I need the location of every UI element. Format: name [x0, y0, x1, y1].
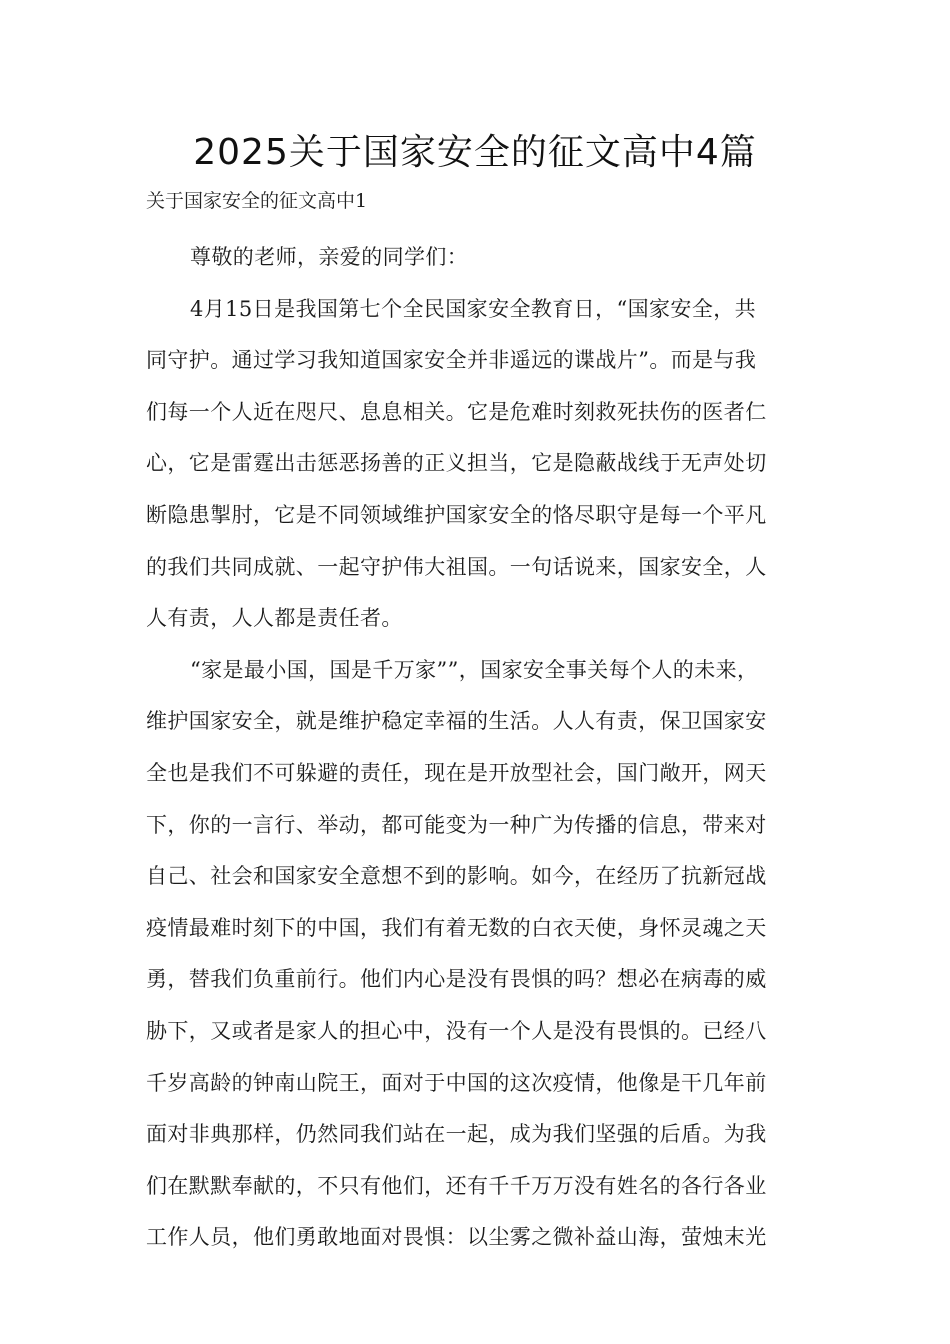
document-title: 2025关于国家安全的征文高中4篇 — [193, 132, 757, 173]
text-line: 下，你的一言行、举动，都可能变为一种广为传播的信息，带来对 — [146, 812, 767, 837]
text-line: 维护国家安全，就是维护稳定幸福的生活。人人有责，保卫国家安 — [146, 709, 767, 734]
text-line: 4月15日是我国第七个全民国家安全教育日，“国家安全，共 — [190, 296, 757, 321]
text-line: 面对非典那样，仍然同我们站在一起，成为我们坚强的后盾。为我 — [146, 1122, 767, 1147]
text-line: 的我们共同成就、一起守护伟大祖国。一句话说来，国家安全，人 — [146, 554, 767, 579]
text-line: 同守护。通过学习我知道国家安全并非遥远的谍战片”。而是与我 — [146, 348, 757, 373]
text-line: 们每一个人近在咫尺、息息相关。它是危难时刻救死扶伤的医者仁 — [146, 399, 767, 424]
text-line: 们在默默奉献的，不只有他们，还有千千万万没有姓名的各行各业 — [146, 1173, 767, 1198]
text-line: 疫情最难时刻下的中国，我们有着无数的白衣天使，身怀灵魂之天 — [146, 915, 767, 940]
text-line: 心，它是雷霆出击惩恶扬善的正义担当，它是隐蔽战线于无声处切 — [146, 451, 767, 476]
text-line: 全也是我们不可躲避的责任，现在是开放型社会，国门敞开，网天 — [146, 760, 767, 785]
text-line: 勇，替我们负重前行。他们内心是没有畏惧的吗？想必在病毒的威 — [146, 967, 767, 992]
text-line: 尊敬的老师，亲爱的同学们： — [190, 245, 469, 269]
text-line: 工作人员，他们勇敢地面对畏惧：以尘雾之微补益山海，萤烛末光 — [146, 1225, 767, 1250]
section-heading: 关于国家安全的征文高中1 — [146, 190, 368, 212]
text-line: “家是最小国，国是千万家””，国家安全事关每个人的未来， — [190, 657, 759, 682]
text-line: 自己、社会和国家安全意想不到的影响。如今，在经历了抗新冠战 — [146, 864, 767, 889]
body-text — [146, 232, 826, 1264]
text-line: 断隐患掣肘，它是不同领域维护国家安全的恪尽职守是每一个平凡 — [146, 502, 767, 527]
text-line: 人有责，人人都是责任者。 — [146, 606, 403, 631]
text-line: 千岁高龄的钟南山院王，面对于中国的这次疫情，他像是干几年前 — [146, 1070, 767, 1095]
text-line: 胁下，又或者是家人的担心中，没有一个人是没有畏惧的。已经八 — [146, 1018, 767, 1043]
